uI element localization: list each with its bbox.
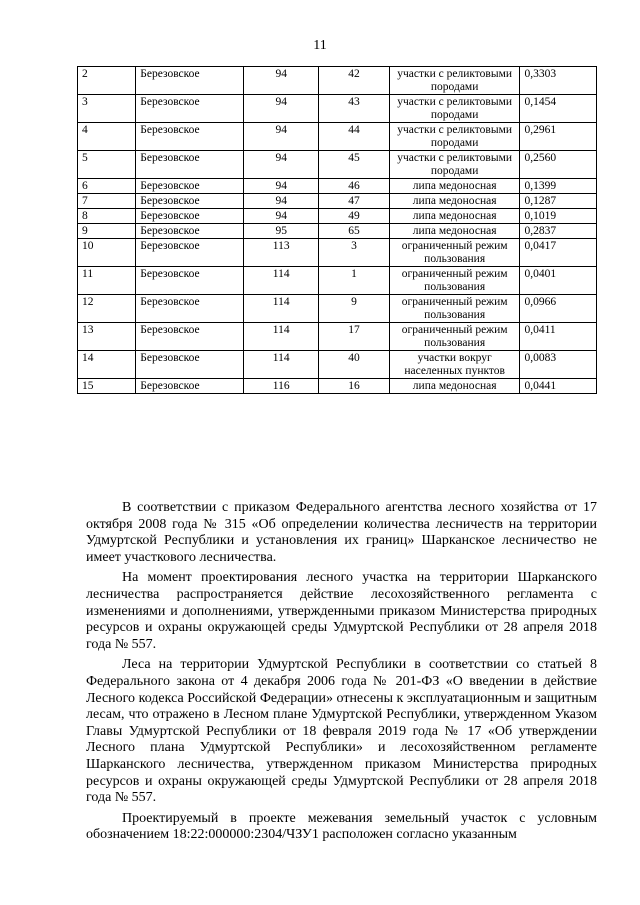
row-number: 7 (78, 194, 136, 209)
table-row (78, 351, 597, 379)
protection-category: участки с реликтовыми породами (389, 151, 520, 179)
protection-category: липа медоносная (389, 224, 520, 239)
area-value: 0,3303 (520, 67, 597, 95)
section-number: 1 (319, 267, 390, 295)
table-row (78, 95, 597, 123)
forestry-name: Березовское (136, 209, 244, 224)
row-number: 13 (78, 323, 136, 351)
area-value: 0,1019 (520, 209, 597, 224)
quarter-number: 95 (244, 224, 319, 239)
body-text (86, 500, 597, 848)
table-row (78, 179, 597, 194)
row-number: 10 (78, 239, 136, 267)
table-row (78, 151, 597, 179)
quarter-number: 113 (244, 239, 319, 267)
area-value: 0,1287 (520, 194, 597, 209)
area-value: 0,2560 (520, 151, 597, 179)
area-value: 0,0401 (520, 267, 597, 295)
forestry-name: Березовское (136, 239, 244, 267)
quarter-number: 94 (244, 95, 319, 123)
forestry-name: Березовское (136, 151, 244, 179)
section-number: 40 (319, 351, 390, 379)
forestry-name: Березовское (136, 323, 244, 351)
forestry-name: Березовское (136, 179, 244, 194)
forestry-name: Березовское (136, 267, 244, 295)
table-row (78, 67, 597, 95)
forestry-name: Березовское (136, 123, 244, 151)
quarter-number: 114 (244, 267, 319, 295)
section-number: 46 (319, 179, 390, 194)
protection-category: участки вокруг населенных пунктов (389, 351, 520, 379)
section-number: 16 (319, 379, 390, 394)
area-value: 0,0083 (520, 351, 597, 379)
area-value: 0,0417 (520, 239, 597, 267)
table-row (78, 323, 597, 351)
row-number: 14 (78, 351, 136, 379)
protection-category: ограниченный режим пользования (389, 267, 520, 295)
row-number: 3 (78, 95, 136, 123)
area-value: 0,2961 (520, 123, 597, 151)
row-number: 11 (78, 267, 136, 295)
table-row (78, 194, 597, 209)
section-number: 49 (319, 209, 390, 224)
protection-category: участки с реликтовыми породами (389, 123, 520, 151)
paragraph: Проектируемый в проекте межевания земельный участок с условным обозначением 18:22:000000:2304/ЧЗУ1 расположен согласно указанным (86, 810, 597, 843)
forestry-name: Березовское (136, 351, 244, 379)
forestry-name: Березовское (136, 379, 244, 394)
protection-category: липа медоносная (389, 194, 520, 209)
table-row (78, 224, 597, 239)
row-number: 15 (78, 379, 136, 394)
quarter-number: 94 (244, 123, 319, 151)
area-value: 0,0966 (520, 295, 597, 323)
area-value: 0,2837 (520, 224, 597, 239)
paragraph: В соответствии с приказом Федерального агентства лесного хозяйства от 17 октября 2008 года № 315 «Об определении количества лесничеств на территории Удмуртской Республики и установления их границ» Шарканское лесничество не имеет участкового лесничества. (86, 500, 597, 565)
quarter-number: 94 (244, 209, 319, 224)
section-number: 45 (319, 151, 390, 179)
row-number: 6 (78, 179, 136, 194)
quarter-number: 94 (244, 194, 319, 209)
protection-category: участки с реликтовыми породами (389, 95, 520, 123)
table-row (78, 209, 597, 224)
quarter-number: 94 (244, 67, 319, 95)
protection-category: липа медоносная (389, 179, 520, 194)
section-number: 3 (319, 239, 390, 267)
area-value: 0,1399 (520, 179, 597, 194)
section-number: 17 (319, 323, 390, 351)
quarter-number: 116 (244, 379, 319, 394)
page-number: 11 (313, 38, 327, 53)
row-number: 4 (78, 123, 136, 151)
row-number: 8 (78, 209, 136, 224)
section-number: 42 (319, 67, 390, 95)
area-value: 0,0411 (520, 323, 597, 351)
quarter-number: 94 (244, 179, 319, 194)
quarter-number: 114 (244, 323, 319, 351)
table-row (78, 123, 597, 151)
protection-category: липа медоносная (389, 379, 520, 394)
section-number: 44 (319, 123, 390, 151)
forestry-name: Березовское (136, 224, 244, 239)
area-value: 0,1454 (520, 95, 597, 123)
row-number: 9 (78, 224, 136, 239)
area-value: 0,0441 (520, 379, 597, 394)
protection-category: участки с реликтовыми породами (389, 67, 520, 95)
table-row (78, 239, 597, 267)
forestry-name: Березовское (136, 95, 244, 123)
forest-plots-table (77, 66, 597, 394)
section-number: 65 (319, 224, 390, 239)
table-row (78, 267, 597, 295)
row-number: 12 (78, 295, 136, 323)
forestry-name: Березовское (136, 67, 244, 95)
protection-category: ограниченный режим пользования (389, 295, 520, 323)
paragraph: Леса на территории Удмуртской Республики в соответствии со статьей 8 Федерального закона от 4 декабря 2006 года № 201-ФЗ «О введении в действие Лесного кодекса Российской Федерации» отнесены к эксплуатационным и защитным лесам, что отражено в Лесном плане Удмуртской Республики, утвержденном Указом Главы Удмуртской Республики от 18 февраля 2019 года № 17 «Об утверждении Лесного плана Удмуртской Республики» и лесохозяйственном регламенте Шарканского лесничества, утвержденном приказом Министерства природных ресурсов и охраны окружающей среды Удмуртской Республики от 28 апреля 2018 года № 557. (86, 657, 597, 806)
table-row (78, 295, 597, 323)
quarter-number: 114 (244, 295, 319, 323)
protection-category: ограниченный режим пользования (389, 239, 520, 267)
protection-category: ограниченный режим пользования (389, 323, 520, 351)
table-row (78, 379, 597, 394)
forestry-name: Березовское (136, 194, 244, 209)
row-number: 2 (78, 67, 136, 95)
protection-category: липа медоносная (389, 209, 520, 224)
section-number: 9 (319, 295, 390, 323)
quarter-number: 94 (244, 151, 319, 179)
section-number: 47 (319, 194, 390, 209)
paragraph: На момент проектирования лесного участка на территории Шарканского лесничества распространяется действие лесохозяйственного регламента с изменениями и дополнениями, утвержденными приказом Министерства природных ресурсов и охраны окружающей среды Удмуртской Республики от 28 апреля 2018 года № 557. (86, 570, 597, 652)
section-number: 43 (319, 95, 390, 123)
row-number: 5 (78, 151, 136, 179)
forestry-name: Березовское (136, 295, 244, 323)
quarter-number: 114 (244, 351, 319, 379)
